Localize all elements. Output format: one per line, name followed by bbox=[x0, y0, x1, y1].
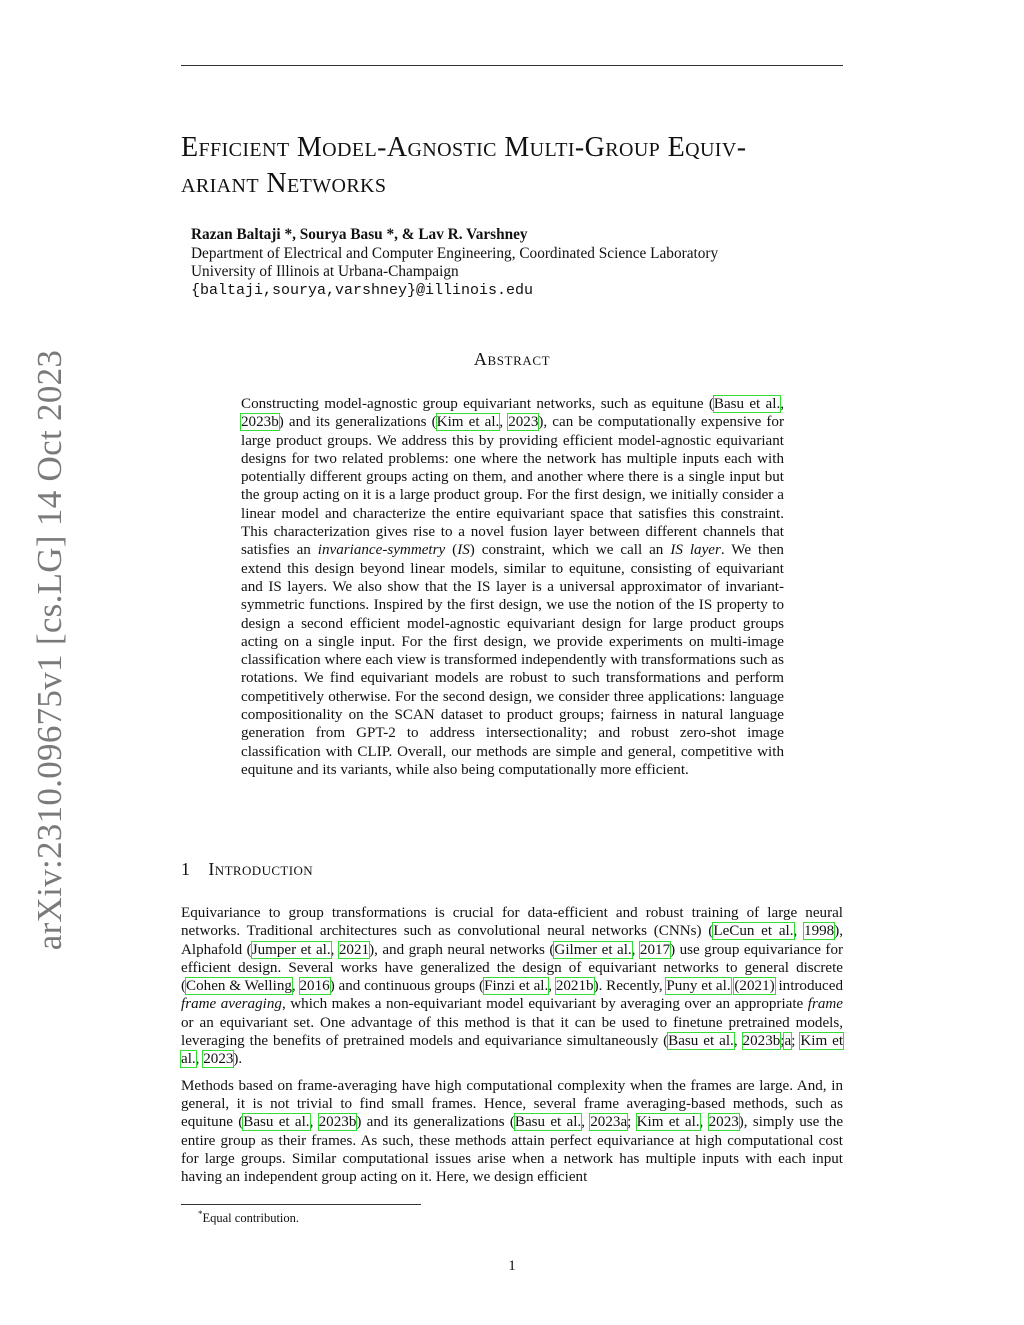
citation-link[interactable]: 2023 bbox=[508, 414, 539, 431]
citation-link[interactable]: 2023b bbox=[318, 1114, 357, 1131]
abstract-text: ), can be computationally expensive for large product groups. We address this by providing efficient model-agnostic equivariant designs for two related problems: one where the network has multiple inputs each with potentially different groups acting on them, and another where there is a single input but the group acting on it is a large product group. For the first design, we initially consider a linear model and characterize the entire equivariant space that satisfies this constraint. This characterization gives rise to a novel fusion layer between different channels that satisfies an bbox=[241, 414, 785, 559]
intro-text: , bbox=[631, 941, 640, 958]
arxiv-identifier: arXiv:2310.09675v1 [cs.LG] 14 Oct 2023 bbox=[30, 349, 69, 951]
citation-link[interactable]: Gilmer et al. bbox=[554, 941, 632, 958]
citation-link[interactable]: Kim et al. bbox=[636, 1114, 700, 1131]
abstract-text: . We then extend this design beyond linear models, similar to equitune, consisting of equivariant and IS layers. We also show that the IS layer is a universal approximator of invariant-symmetric functions. Inspired by the first design, we use the notion of the IS property to design a second efficient model-agnostic equivariant design for large product groups acting on a single input. For the first design, we provide experiments on multi-image classification where each view is transformed independently with transformations such as rotations. We find equivariant models are robust to such transformations and perform competitively otherwise. For the second design, we consider three applications: language compositionality on the SCAN dataset to product groups; fairness in natural language generation from GPT-2 to address intersectionality; and robust zero-shot image classification with CLIP. Overall, our methods are simple and general, competitive with equitune and its variants, while also being computationally more efficient. bbox=[241, 542, 784, 778]
intro-paragraph-2 bbox=[181, 1077, 843, 1187]
abstract-text: , bbox=[499, 414, 509, 431]
citation-link[interactable]: Kim et al. bbox=[436, 414, 500, 431]
citation-link[interactable]: 2023b bbox=[241, 414, 279, 431]
page-number: 1 bbox=[508, 1258, 516, 1274]
author-university: University of Illinois at Urbana-Champaign bbox=[191, 263, 459, 280]
introduction-body bbox=[181, 904, 843, 1194]
intro-text: , bbox=[581, 1114, 591, 1131]
intro-text: , bbox=[330, 941, 339, 958]
intro-text: ; bbox=[780, 1033, 785, 1050]
citation-link[interactable]: Basu et al. bbox=[713, 396, 781, 412]
intro-text: ) use group equivariance for efficient design. Several works have generalized the design of equivariant networks to general discrete ( bbox=[181, 941, 844, 995]
abstract-text: ) and its generalizations ( bbox=[278, 414, 437, 431]
section-heading-introduction bbox=[181, 859, 313, 880]
citation-link[interactable]: 2023b bbox=[742, 1033, 781, 1050]
paper-title bbox=[181, 130, 851, 202]
intro-text: ), simply use the entire group as their frames. As such, these methods attain perfect equivariance at high computational cost for large groups. Similar computational issues arise when a network has multiple inputs with each input having an independent group acting on it. Here, we design efficient bbox=[181, 1114, 844, 1186]
intro-text: , which makes a non-equivariant model equivariant by averaging over an appropriate bbox=[281, 996, 808, 1013]
citation-link[interactable]: 2016 bbox=[299, 978, 330, 995]
citation-link[interactable]: 2021 bbox=[338, 941, 370, 958]
intro-text: , bbox=[309, 1114, 319, 1131]
section-number: 1 bbox=[181, 859, 191, 879]
citation-link[interactable]: Basu et al. bbox=[668, 1033, 734, 1050]
citation-link[interactable]: Finzi et al. bbox=[484, 978, 549, 995]
citation-link[interactable]: 2023 bbox=[708, 1114, 739, 1131]
abstract-body bbox=[241, 395, 784, 779]
citation-link[interactable]: Jumper et al. bbox=[251, 941, 331, 958]
intro-paragraph-1 bbox=[181, 904, 843, 1069]
author-block bbox=[191, 226, 841, 300]
citation-link[interactable]: Puny et al. bbox=[666, 978, 731, 995]
abstract-text: ( bbox=[445, 542, 458, 559]
citation-link[interactable]: Kim et al. bbox=[181, 1033, 844, 1068]
footnote-text: Equal contribution. bbox=[202, 1211, 300, 1226]
intro-emphasis: frame bbox=[807, 996, 843, 1013]
intro-text: Methods based on frame-averaging have high computational complexity when the frames are large. And, in general, it is not trivial to find small frames. Hence, several frame averaging-based methods, such as equitune ( bbox=[181, 1077, 843, 1131]
intro-text: ) and continuous groups ( bbox=[329, 978, 485, 995]
intro-text: ), and graph neural networks ( bbox=[369, 941, 555, 958]
intro-text: ) and its generalizations ( bbox=[356, 1114, 515, 1131]
abstract-heading: Abstract bbox=[473, 349, 551, 369]
intro-text: ; bbox=[791, 1033, 801, 1050]
citation-link[interactable]: 1998 bbox=[804, 923, 835, 940]
intro-text: , bbox=[195, 1051, 204, 1068]
citation-link[interactable]: 2023a bbox=[590, 1114, 628, 1131]
citation-link[interactable]: a bbox=[784, 1033, 792, 1050]
citation-link[interactable]: (2021) bbox=[734, 978, 775, 995]
abstract-emphasis: IS bbox=[457, 542, 470, 559]
intro-emphasis: frame averaging bbox=[181, 996, 282, 1013]
citation-link[interactable]: 2017 bbox=[639, 941, 671, 958]
intro-text: , bbox=[548, 978, 556, 995]
intro-text: ). bbox=[233, 1051, 243, 1068]
section-title: Introduction bbox=[208, 859, 314, 879]
abstract-text: ) constraint, which we call an bbox=[469, 542, 671, 559]
intro-text: ), Alphafold ( bbox=[181, 923, 844, 958]
citation-link[interactable]: LeCun et al. bbox=[713, 923, 794, 940]
footnote bbox=[198, 1209, 299, 1226]
header-rule bbox=[181, 65, 843, 66]
abstract-text: Constructing model-agnostic group equivariant networks, such as equitune ( bbox=[241, 396, 714, 412]
intro-text: , bbox=[733, 1033, 743, 1050]
footnote-mark: * bbox=[198, 1209, 203, 1219]
intro-text: ; bbox=[627, 1114, 637, 1131]
author-emails: {baltaji,sourya,varshney}@illinois.edu bbox=[191, 281, 534, 299]
title-line-1: Efficient Model-Agnostic Multi-Group Equiv- bbox=[181, 132, 747, 163]
intro-text: Equivariance to group transformations is crucial for data-efficient and robust training of large neural networks. Traditional architectures such as convolutional neural networks (CNNs) ( bbox=[181, 905, 843, 940]
intro-text: , bbox=[699, 1114, 709, 1131]
citation-link[interactable]: Basu et al. bbox=[243, 1114, 310, 1131]
intro-text: , bbox=[291, 978, 300, 995]
citation-link[interactable]: 2023 bbox=[203, 1051, 234, 1068]
author-names: Razan Baltaji *, Sourya Basu *, & Lav R. Varshney bbox=[191, 226, 528, 243]
footnote-rule bbox=[181, 1204, 421, 1205]
citation-link[interactable]: Basu et al. bbox=[514, 1114, 582, 1131]
citation-link[interactable]: Cohen & Welling bbox=[186, 978, 292, 995]
abstract-text: , bbox=[780, 396, 784, 412]
intro-text: introduced bbox=[774, 978, 843, 995]
intro-text: , bbox=[793, 923, 805, 940]
abstract-emphasis: IS layer bbox=[670, 542, 721, 559]
title-line-2: ariant Networks bbox=[181, 168, 387, 199]
intro-text: ). Recently, bbox=[593, 978, 667, 995]
citation-link[interactable]: 2021b bbox=[555, 978, 594, 995]
intro-text: or an equivariant set. One advantage of this method is that it can be used to finetune pretrained models, leveraging the benefits of pretrained models and equivariance simultaneously ( bbox=[181, 1014, 843, 1050]
author-department: Department of Electrical and Computer Engineering, Coordinated Science Laboratory bbox=[191, 244, 719, 262]
abstract-emphasis: invariance-symmetry bbox=[317, 542, 446, 559]
